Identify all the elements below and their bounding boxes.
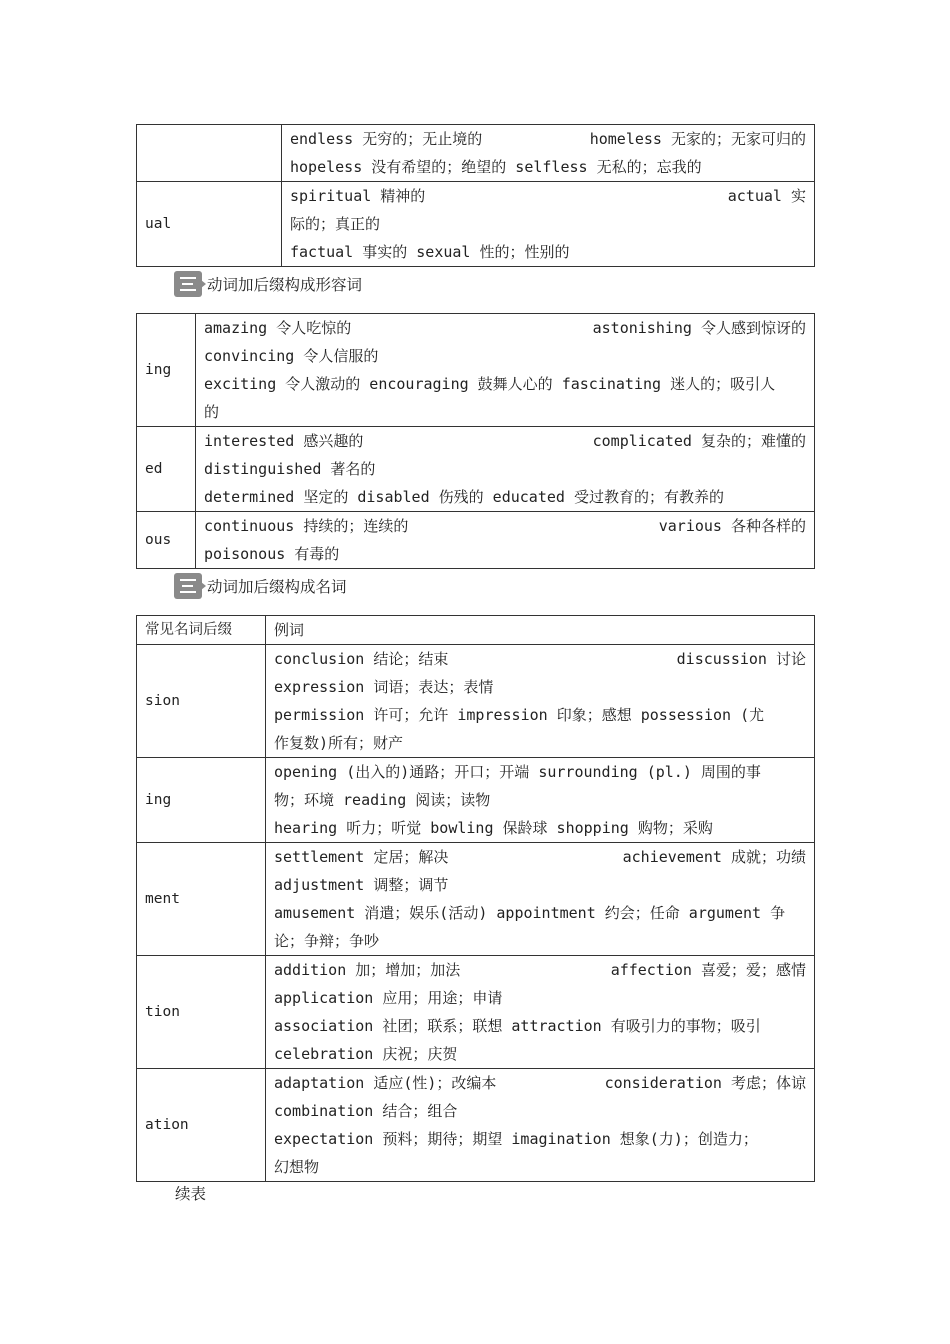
suffix-cell: tion <box>137 956 266 1069</box>
example-line <box>204 512 806 540</box>
example-line <box>204 427 806 455</box>
example-text: hopeless 没有希望的；绝望的 selfless 无私的；忘我的 <box>290 158 702 176</box>
examples-cell <box>266 645 815 758</box>
example-line <box>274 729 806 757</box>
table-row <box>137 843 815 956</box>
examples-cell <box>266 1069 815 1182</box>
example-line <box>274 1040 806 1068</box>
table-header-row <box>137 616 815 645</box>
example-text: endless 无穷的；无止境的 <box>290 130 483 148</box>
example-text: expectation 预料；期待；期望 imagination 想象(力)；创造力； <box>274 1130 758 1148</box>
example-line <box>274 786 806 814</box>
suffix-cell <box>137 125 282 182</box>
example-text: factual 事实的 sexual 性的；性别的 <box>290 243 570 261</box>
example-line <box>204 398 806 426</box>
section-heading-verb-to-adjective <box>174 270 362 298</box>
example-line <box>204 370 806 398</box>
example-text: permission 许可；允许 impression 印象；感想 possession (尤 <box>274 706 765 724</box>
list-icon <box>174 271 206 297</box>
example-line <box>290 125 806 153</box>
example-text: conclusion 结论；结束 <box>274 650 449 668</box>
example-text: amusement 消遣；娱乐(活动) appointment 约会；任命 argument 争 <box>274 904 786 922</box>
examples-cell <box>266 956 815 1069</box>
example-text: convincing 令人信服的 <box>204 347 379 365</box>
example-text: interested 感兴趣的 <box>204 432 364 450</box>
example-text: hearing 听力；听觉 bowling 保龄球 shopping 购物；采购 <box>274 819 713 837</box>
example-line <box>274 673 806 701</box>
table-row <box>137 645 815 758</box>
table-row <box>137 1069 815 1182</box>
example-text: addition 加；增加；加法 <box>274 961 461 979</box>
example-line <box>274 1069 806 1097</box>
example-text: 物；环境 reading 阅读；读物 <box>274 791 491 809</box>
section-heading-verb-to-noun <box>174 572 347 600</box>
example-line <box>274 758 806 786</box>
example-line <box>274 984 806 1012</box>
example-line <box>274 899 806 927</box>
example-line <box>204 455 806 483</box>
example-line <box>204 314 806 342</box>
example-text: determined 坚定的 disabled 伤残的 educated 受过教育的；有教养的 <box>204 488 724 506</box>
section-title: 动词加后缀构成名词 <box>207 578 347 596</box>
table2-body <box>137 314 815 569</box>
examples-cell <box>266 843 815 956</box>
header-suffix: 常见名词后缀 <box>137 616 266 645</box>
table-row <box>137 956 815 1069</box>
example-text: astonishing 令人感到惊讶的 <box>592 319 806 337</box>
example-text: poisonous 有毒的 <box>204 545 340 563</box>
section-title: 动词加后缀构成形容词 <box>207 276 363 294</box>
example-text: adjustment 调整；调节 <box>274 876 449 894</box>
example-text: adaptation 适应(性)；改编本 <box>274 1074 497 1092</box>
suffix-cell: ation <box>137 1069 266 1182</box>
header-examples: 例词 <box>266 616 815 645</box>
example-text: affection 喜爱；爱；感情 <box>610 961 806 979</box>
example-text: discussion 讨论 <box>676 650 806 668</box>
list-icon <box>174 573 206 599</box>
example-text: celebration 庆祝；庆贺 <box>274 1045 458 1063</box>
examples-cell <box>282 125 815 182</box>
table-row <box>137 182 815 267</box>
example-text: application 应用；用途；申请 <box>274 989 503 1007</box>
example-line <box>274 927 806 955</box>
suffix-cell: ual <box>137 182 282 267</box>
example-text: actual 实 <box>727 187 806 205</box>
examples-cell <box>266 758 815 843</box>
example-text: homeless 无家的；无家可归的 <box>589 130 806 148</box>
example-text: continuous 持续的；连续的 <box>204 517 409 535</box>
example-line <box>204 342 806 370</box>
example-line <box>290 182 806 210</box>
suffix-cell: ing <box>137 758 266 843</box>
example-text: exciting 令人激动的 encouraging 鼓舞人心的 fascinating 迷人的；吸引人 <box>204 375 776 393</box>
suffix-table-verb-to-adjective <box>136 313 815 569</box>
suffix-cell: ment <box>137 843 266 956</box>
example-line <box>204 540 806 568</box>
example-line <box>274 1153 806 1181</box>
example-text: achievement 成就；功绩 <box>622 848 806 866</box>
example-text: 际的；真正的 <box>290 215 381 233</box>
table-row <box>137 758 815 843</box>
example-line <box>274 871 806 899</box>
suffix-cell: ed <box>137 427 196 512</box>
example-line <box>290 153 806 181</box>
example-text: expression 词语；表达；表情 <box>274 678 494 696</box>
example-text: opening (出入的)通路；开口；开端 surrounding (pl.) 周围的事 <box>274 763 761 781</box>
example-text: amazing 令人吃惊的 <box>204 319 352 337</box>
example-text: 论；争辩；争吵 <box>274 932 380 950</box>
examples-cell <box>196 427 815 512</box>
example-line <box>274 1097 806 1125</box>
table-row <box>137 125 815 182</box>
suffix-cell: ing <box>137 314 196 427</box>
suffix-table-verb-to-noun <box>136 615 815 1182</box>
example-line <box>204 483 806 511</box>
table-row <box>137 512 815 569</box>
example-text: consideration 考虑；体谅 <box>604 1074 806 1092</box>
example-text: spiritual 精神的 <box>290 187 426 205</box>
example-line <box>290 210 806 238</box>
example-text: 作复数)所有；财产 <box>274 734 404 752</box>
example-line <box>274 645 806 673</box>
table3-body <box>137 645 815 1182</box>
example-line <box>274 814 806 842</box>
table-row <box>137 314 815 427</box>
example-line <box>274 1012 806 1040</box>
example-line <box>274 843 806 871</box>
example-text: 的 <box>204 403 220 421</box>
example-text: complicated 复杂的；难懂的 <box>592 432 806 450</box>
example-line <box>290 238 806 266</box>
examples-cell <box>196 314 815 427</box>
example-text: various 各种各样的 <box>658 517 806 535</box>
examples-cell <box>196 512 815 569</box>
example-text: distinguished 著名的 <box>204 460 376 478</box>
example-text: 幻想物 <box>274 1158 320 1176</box>
example-text: association 社团；联系；联想 attraction 有吸引力的事物；吸引 <box>274 1017 761 1035</box>
example-text: settlement 定居；解决 <box>274 848 449 866</box>
suffix-cell: sion <box>137 645 266 758</box>
example-line <box>274 956 806 984</box>
examples-cell <box>282 182 815 267</box>
example-line <box>274 1125 806 1153</box>
suffix-cell: ous <box>137 512 196 569</box>
example-line <box>274 701 806 729</box>
continued-label: 续表 <box>175 1185 207 1203</box>
table-row <box>137 427 815 512</box>
example-text: combination 结合；组合 <box>274 1102 458 1120</box>
suffix-table-adjective-continued <box>136 124 815 267</box>
table1-body <box>137 125 815 267</box>
